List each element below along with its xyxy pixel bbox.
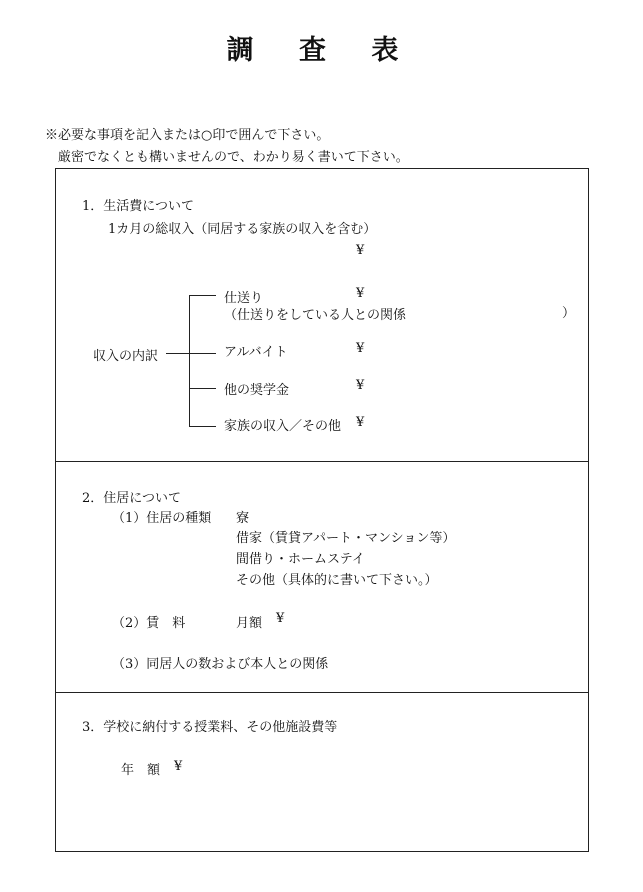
breakdown-connector: [166, 353, 216, 354]
breakdown-label: 収入の内訳: [93, 349, 159, 364]
parttime-yen: ¥: [356, 341, 365, 356]
family-other-yen: ¥: [356, 415, 365, 430]
monthly-label: 月額: [236, 616, 263, 631]
rent-label: （2）賃 料: [112, 616, 186, 631]
instruction-line-1: ※必要な事項を記入または○印で囲んで下さい。: [45, 128, 330, 143]
total-income-yen: ¥: [356, 243, 365, 258]
cohabitants-label: （3）同居人の数および本人との関係: [112, 657, 329, 672]
housing-type-label: （1）住居の種類: [112, 511, 212, 526]
total-income-label: 1カ月の総収入（同居する家族の収入を含む）: [108, 222, 377, 237]
bracket-tick-remittance: [189, 295, 216, 296]
annual-label: 年 額: [121, 763, 161, 778]
section3-heading: 3．学校に納付する授業料、その他施設費等: [82, 720, 338, 735]
bracket-tick-scholarship: [189, 388, 216, 389]
remittance-relation: （仕送りをしている人との関係: [224, 308, 407, 323]
instruction-line-2: 厳密でなくとも構いませんので、わかり易く書いて下さい。: [58, 150, 409, 165]
scholarship-label: 他の奨学金: [224, 383, 290, 398]
housing-option-dorm: 寮: [236, 511, 250, 526]
monthly-yen: ¥: [276, 611, 285, 626]
housing-option-rental: 借家（賃貸アパート・マンション等）: [236, 531, 456, 546]
annual-yen: ¥: [174, 759, 183, 774]
remittance-label: 仕送り: [224, 291, 264, 306]
family-other-label: 家族の収入／その他: [224, 419, 342, 434]
page-title: 調 査 表: [226, 35, 417, 66]
parttime-label: アルバイト: [224, 345, 288, 360]
bracket-tick-family: [189, 426, 216, 427]
housing-option-other: その他（具体的に書いて下さい。）: [236, 573, 438, 588]
section2-heading: 2．住居について: [82, 491, 182, 506]
housing-option-homestay: 間借り・ホームステイ: [236, 552, 365, 567]
section-divider-2: [55, 692, 588, 693]
section-divider-1: [55, 461, 588, 462]
section1-heading: 1．生活費について: [82, 199, 195, 214]
remittance-relation-close: ）: [562, 306, 576, 321]
breakdown-bracket: [189, 295, 190, 426]
remittance-yen: ¥: [356, 286, 365, 301]
scholarship-yen: ¥: [356, 378, 365, 393]
